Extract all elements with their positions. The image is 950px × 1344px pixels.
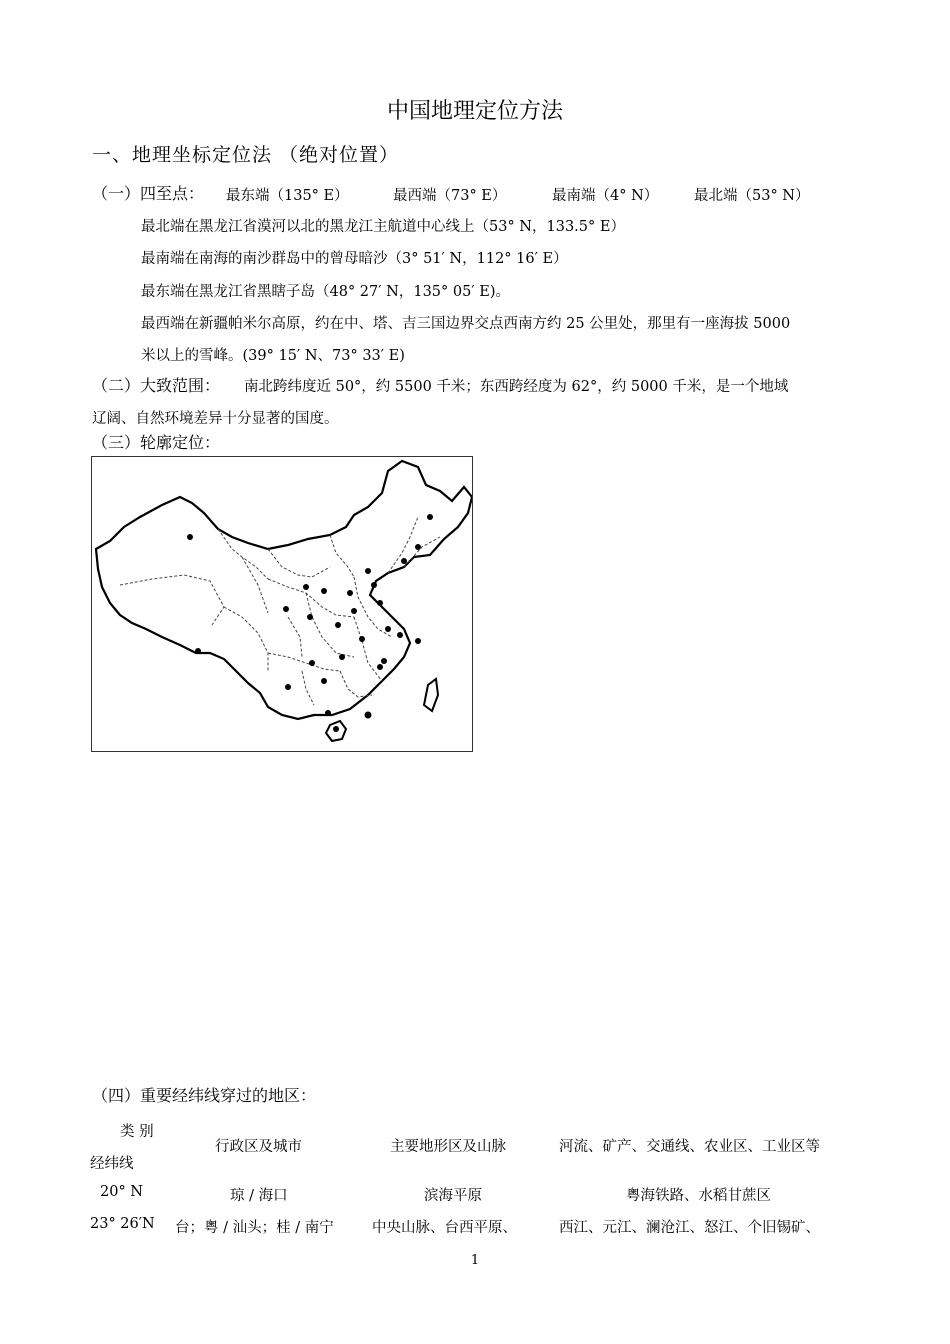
table-header-other: 河流、矿产、交通线、农业区、工业区等: [559, 1139, 820, 1155]
table-header-admin: 行政区及城市: [215, 1139, 302, 1155]
table-row-1-other: 粤海铁路、水稻甘蔗区: [626, 1188, 771, 1204]
table-row-2-lat: 23° 26′N: [90, 1216, 155, 1232]
table-row-1-terrain: 滨海平原: [424, 1188, 482, 1204]
china-map-icon: [92, 457, 472, 751]
table-header-terrain: 主要地形区及山脉: [390, 1139, 506, 1155]
extreme-point-north: 最北端（53° N）: [694, 188, 810, 204]
extreme-point-west: 最西端（73° E）: [393, 188, 507, 204]
table-corner-top: 类 别: [120, 1124, 154, 1140]
sub1-label: （一）四至点：: [92, 184, 205, 203]
china-outline-map: [91, 456, 473, 752]
table-corner-bottom: 经纬线: [90, 1156, 134, 1172]
sub2-label: （二）大致范围：: [92, 376, 221, 395]
extreme-point-east: 最东端（135° E）: [226, 188, 349, 204]
range-text-1: 南北跨纬度近 50°，约 5500 千米；东西跨经度为 62°，约 5000 千米，是一个地域: [244, 379, 789, 395]
province-borders: [120, 517, 440, 705]
range-text-2: 辽阔、自然环境差异十分显著的国度。: [92, 411, 339, 427]
sub3-label: （三）轮廓定位：: [92, 433, 221, 452]
table-row-2-admin: 台；粤 / 汕头；桂 / 南宁: [175, 1220, 334, 1236]
detail-north: 最北端在黑龙江省漠河以北的黑龙江主航道中心线上（53° N，133.5° E）: [141, 219, 625, 235]
table-row-1-admin: 琼 / 海口: [230, 1188, 288, 1204]
section-heading-1: 一、地理坐标定位法 （绝对位置）: [92, 144, 400, 166]
detail-east: 最东端在黑龙江省黑瞎子岛（48° 27′ N，135° 05′ E)。: [141, 284, 510, 300]
capital-dots: [187, 514, 433, 732]
sub4-label: （四）重要经纬线穿过的地区：: [92, 1086, 317, 1105]
page-number: 1: [470, 1253, 480, 1268]
detail-west-2: 米以上的雪峰。(39° 15′ N、73° 33′ E): [141, 348, 405, 364]
mainland-border: [96, 461, 472, 719]
detail-west-1: 最西端在新疆帕米尔高原，约在中、塔、吉三国边界交点西南方约 25 公里处，那里有一座海拔 5000: [141, 316, 791, 332]
table-row-2-other: 西江、元江、澜沧江、怒江、个旧锡矿、: [559, 1220, 820, 1236]
page-title: 中国地理定位方法: [386, 99, 563, 124]
taiwan-island: [424, 679, 438, 711]
table-row-1-lat: 20° N: [100, 1184, 143, 1200]
extreme-point-south: 最南端（4° N）: [552, 188, 659, 204]
table-row-2-terrain: 中央山脉、台西平原、: [372, 1220, 517, 1236]
detail-south: 最南端在南海的南沙群岛中的曾母暗沙（3° 51′ N，112° 16′ E）: [141, 251, 568, 267]
